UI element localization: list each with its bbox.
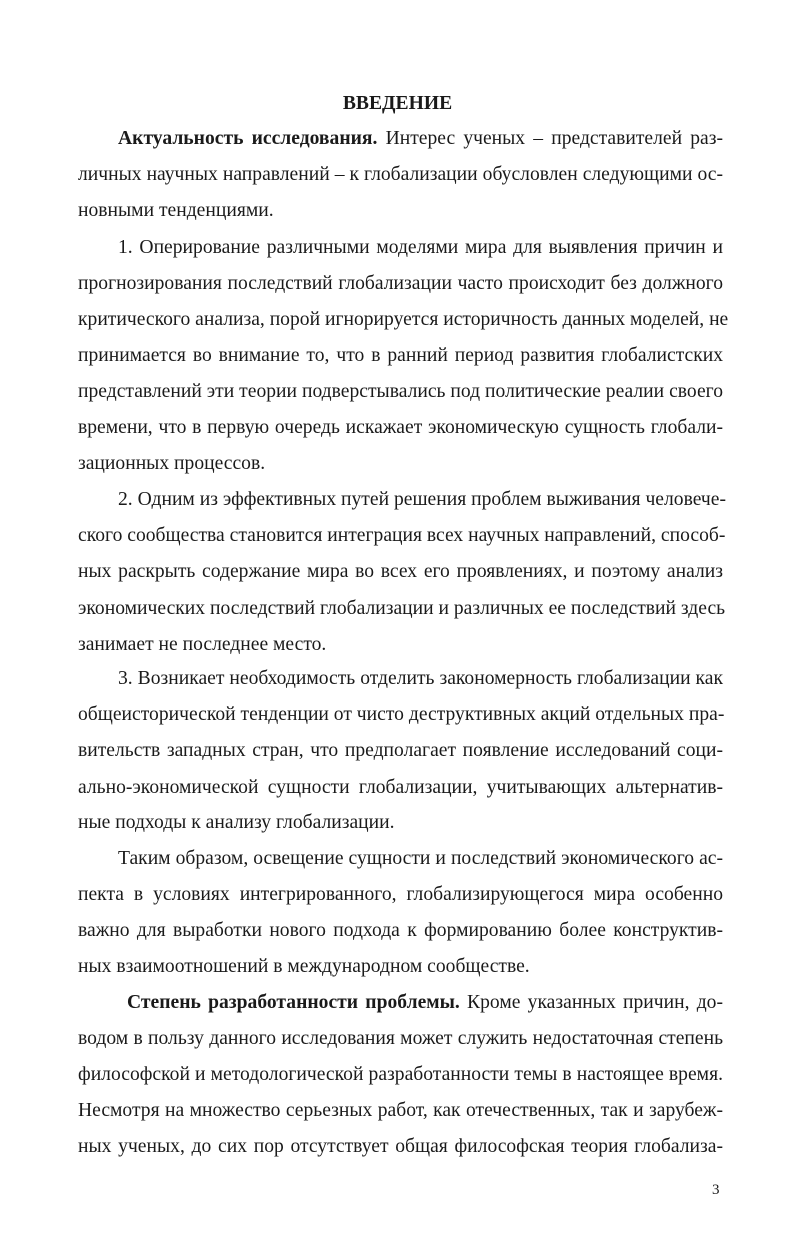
text-line: личных научных направлений – к глобализации обусловлен следующими ос- bbox=[78, 164, 723, 185]
text-line: общеисторической тенденции от чисто деструктивных акций отдельных пра- bbox=[78, 704, 725, 725]
text-line: Несмотря на множество серьезных работ, как отечественных, так и зарубеж- bbox=[78, 1100, 723, 1121]
text-line: 1. Оперирование различными моделями мира для выявления причин и bbox=[118, 237, 723, 258]
text-line: ского сообщества становится интеграция всех научных направлений, способ- bbox=[78, 525, 726, 546]
text-line: ных ученых, до сих пор отсутствует общая философская теория глобализа- bbox=[78, 1136, 723, 1157]
text-line: водом в пользу данного исследования может служить недостаточная степень bbox=[78, 1028, 723, 1049]
text-line: важно для выработки нового подхода к формированию более конструктив- bbox=[78, 920, 723, 941]
page-title: ВВЕДЕНИЕ bbox=[342, 93, 453, 114]
text-line: принимается во внимание то, что в ранний период развития глобалистских bbox=[78, 345, 723, 366]
text-line: ных раскрыть содержание мира во всех его проявлениях, и поэтому анализ bbox=[78, 561, 723, 582]
text-line: ных взаимоотношений в международном сообществе. bbox=[78, 956, 530, 977]
text-line: времени, что в первую очередь искажает экономическую сущность глобали- bbox=[78, 417, 723, 438]
text-line: занимает не последнее место. bbox=[78, 634, 327, 655]
text-line: 3. Возникает необходимость отделить закономерность глобализации как bbox=[118, 668, 723, 689]
text-line: новными тенденциями. bbox=[78, 200, 274, 221]
text-line: ные подходы к анализу глобализации. bbox=[78, 812, 395, 833]
text-line: Степень разработанности проблемы. Кроме указанных причин, до- bbox=[127, 992, 723, 1013]
text-line: представлений эти теории подверстывались под политические реалии своего bbox=[78, 381, 723, 402]
text-line: Таким образом, освещение сущности и последствий экономического ас- bbox=[118, 848, 723, 869]
text-line: Актуальность исследования. Интерес ученых – представителей раз- bbox=[118, 128, 724, 149]
text-line: 2. Одним из эффективных путей решения проблем выживания человече- bbox=[118, 489, 726, 510]
text-line: критического анализа, порой игнорируется историчность данных моделей, не bbox=[78, 309, 729, 330]
text-line: экономических последствий глобализации и различных ее последствий здесь bbox=[78, 598, 726, 619]
text-line: ально-экономической сущности глобализации, учитывающих альтернатив- bbox=[78, 777, 723, 798]
text-line: вительств западных стран, что предполагает появление исследований соци- bbox=[78, 740, 723, 761]
text-line: прогнозирования последствий глобализации часто происходит без должного bbox=[78, 273, 723, 294]
page-number: 3 bbox=[712, 1182, 720, 1198]
text-line: зационных процессов. bbox=[78, 453, 266, 474]
text-line: философской и методологической разработанности темы в настоящее время. bbox=[78, 1064, 723, 1085]
text-line: пекта в условиях интегрированного, глобализирующегося мира особенно bbox=[78, 884, 723, 905]
